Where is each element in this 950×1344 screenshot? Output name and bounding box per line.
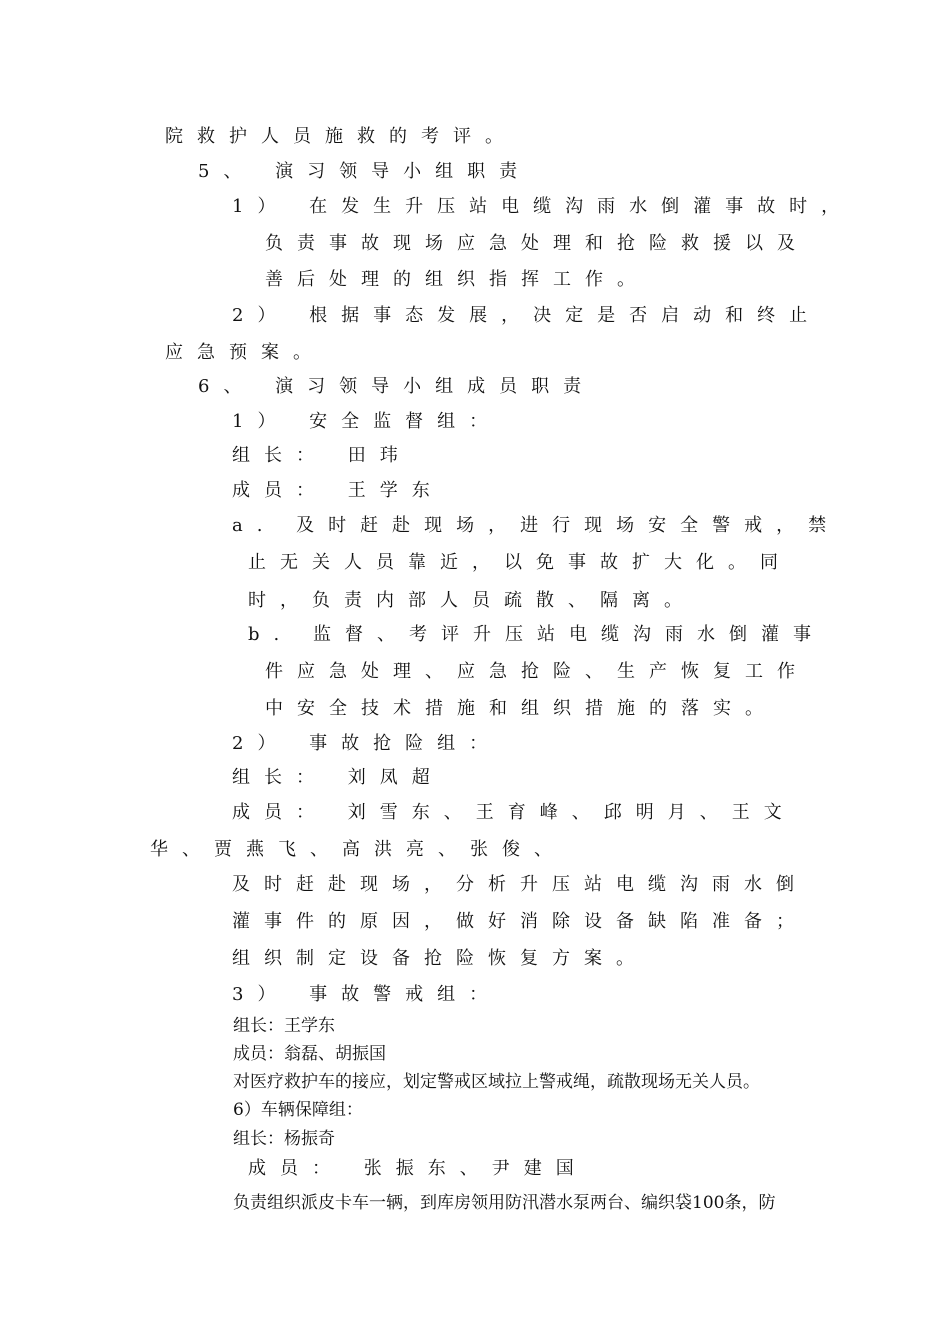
section-heading: 5、 演习领导小组职责 <box>198 161 532 182</box>
text-line: 应急预案。 <box>165 342 325 363</box>
subsection-heading: 3） 事故警戒组： <box>232 984 502 1005</box>
text-line: 华、贾燕飞、高洪亮、张俊、 <box>150 839 566 860</box>
text-line: 止无关人员靠近，以免事故扩大化。同 <box>248 552 792 573</box>
text-line: 时，负责内部人员疏散、隔离。 <box>248 590 696 611</box>
text-line: 2） 根据事态发展，决定是否启动和终止 <box>232 305 822 326</box>
subsection-heading: 6）车辆保障组： <box>233 1100 363 1120</box>
text-line: 善后处理的组织指挥工作。 <box>265 269 649 290</box>
text-line: a. 及时赶赴现场，进行现场安全警戒，禁 <box>232 515 841 536</box>
text-line: 成员： 王学东 <box>232 480 444 501</box>
text-line: 及时赶赴现场，分析升压站电缆沟雨水倒 <box>232 874 808 895</box>
text-line: 1） 在发生升压站电缆沟雨水倒灌事故时， <box>232 196 854 217</box>
text-line: 中安全技术措施和组织措施的落实。 <box>265 698 777 719</box>
text-line: 组长： 刘凤超 <box>232 767 444 788</box>
subsection-heading: 2） 事故抢险组： <box>232 733 502 754</box>
text-line: 组长：杨振奇 <box>233 1129 335 1149</box>
text-line: 成员：翁磊、胡振国 <box>233 1044 386 1064</box>
text-line: b. 监督、考评升压站电缆沟雨水倒灌事 <box>248 624 825 645</box>
section-heading: 6、 演习领导小组成员职责 <box>198 376 596 397</box>
text-line: 负责事故现场应急处理和抢险救援以及 <box>265 233 809 254</box>
text-line: 负责组织派皮卡车一辆，到库房领用防汛潜水泵两台、编织袋100条，防 <box>233 1193 776 1213</box>
text-line: 灌事件的原因，做好消除设备缺陷准备； <box>232 911 808 932</box>
text-line: 件应急处理、应急抢险、生产恢复工作 <box>265 661 809 682</box>
text-line: 组织制定设备抢险恢复方案。 <box>232 948 648 969</box>
text-line: 院救护人员施救的考评。 <box>165 126 517 147</box>
text-line: 成员： 刘雪东、王育峰、邱明月、王文 <box>232 802 796 823</box>
text-line: 组长：王学东 <box>233 1016 335 1036</box>
text-line: 对医疗救护车的接应，划定警戒区域拉上警戒绳，疏散现场无关人员。 <box>233 1072 760 1092</box>
text-line: 成员： 张振东、尹建国 <box>248 1158 588 1179</box>
subsection-heading: 1） 安全监督组： <box>232 411 502 432</box>
text-line: 组长： 田玮 <box>232 445 412 466</box>
